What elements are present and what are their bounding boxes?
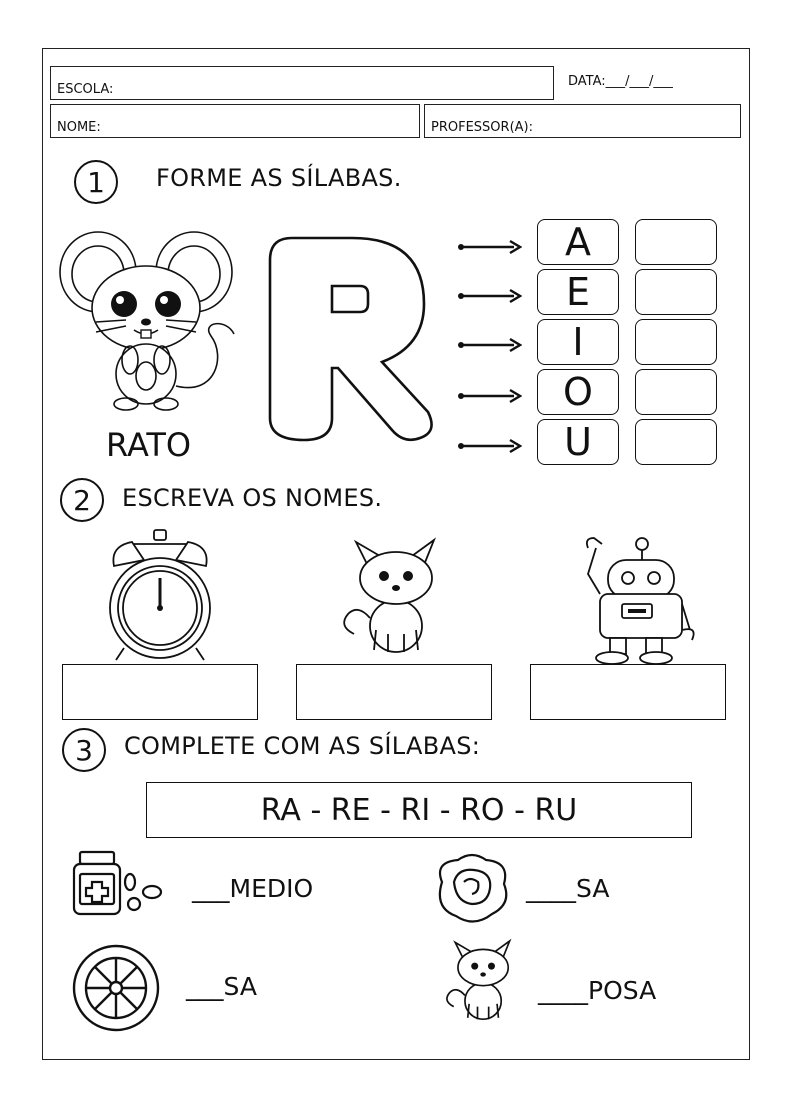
robot-icon [582,534,700,664]
syllable-answer-box[interactable] [635,219,717,265]
arrow-icon [458,239,522,255]
syllables-box [146,782,692,838]
exercise-1-title: FORME AS SÍLABAS. [156,164,402,192]
blank-line[interactable]: ____ [526,874,576,903]
vowel-box-i: I [537,319,619,365]
exercise-2-title: ESCREVA OS NOMES. [122,484,383,512]
date-field[interactable] [568,74,673,89]
fox-icon [444,934,518,1022]
syllable-answer-box[interactable] [635,319,717,365]
arrow-icon [458,438,522,454]
syllable-answer-box[interactable] [635,419,717,465]
exercise-3-number: 3 [62,728,106,772]
vowel-box-u: U [537,419,619,465]
teacher-field[interactable] [424,104,741,138]
syllable-answer-box[interactable] [635,269,717,315]
exercise-3-title: COMPLETE COM AS SÍLABAS: [124,732,481,760]
blank-line[interactable]: ____ [538,976,588,1005]
blank-line[interactable]: ___ [186,972,224,1001]
exercise-1-number: 1 [74,160,118,204]
mouse-caption: RATO [106,426,192,464]
fox-name-box[interactable] [296,664,492,720]
name-label: NOME: [57,120,101,135]
mouse-icon [56,226,246,412]
robot-name-box[interactable] [530,664,726,720]
date-label: DATA:___/___/___ [568,74,673,89]
name-field[interactable] [50,104,420,138]
clock-icon [104,528,216,662]
syllable-answer-box[interactable] [635,369,717,415]
fox-icon [340,530,446,656]
clock-name-box[interactable] [62,664,258,720]
vowel-box-a: A [537,219,619,265]
school-field[interactable] [50,66,554,100]
vowel-box-e: E [537,269,619,315]
wheel-icon [70,942,162,1034]
teacher-label: PROFESSOR(A): [431,120,533,135]
exercise-2-number: 2 [60,478,104,522]
arrow-icon [458,388,522,404]
word-item-1: ___MEDIO [192,874,314,903]
word-item-3: ___SA [186,972,257,1001]
arrow-icon [458,337,522,353]
medicine-bottle-icon [72,848,166,918]
letter-r-outline [260,232,436,444]
word-item-4: ____POSA [538,976,657,1005]
school-label: ESCOLA: [57,82,114,97]
arrow-icon [458,288,522,304]
rose-icon [432,852,512,926]
word-item-2: ____SA [526,874,610,903]
blank-line[interactable]: ___ [192,874,230,903]
syllables-text: RA - RE - RI - RO - RU [260,792,578,828]
vowel-box-o: O [537,369,619,415]
